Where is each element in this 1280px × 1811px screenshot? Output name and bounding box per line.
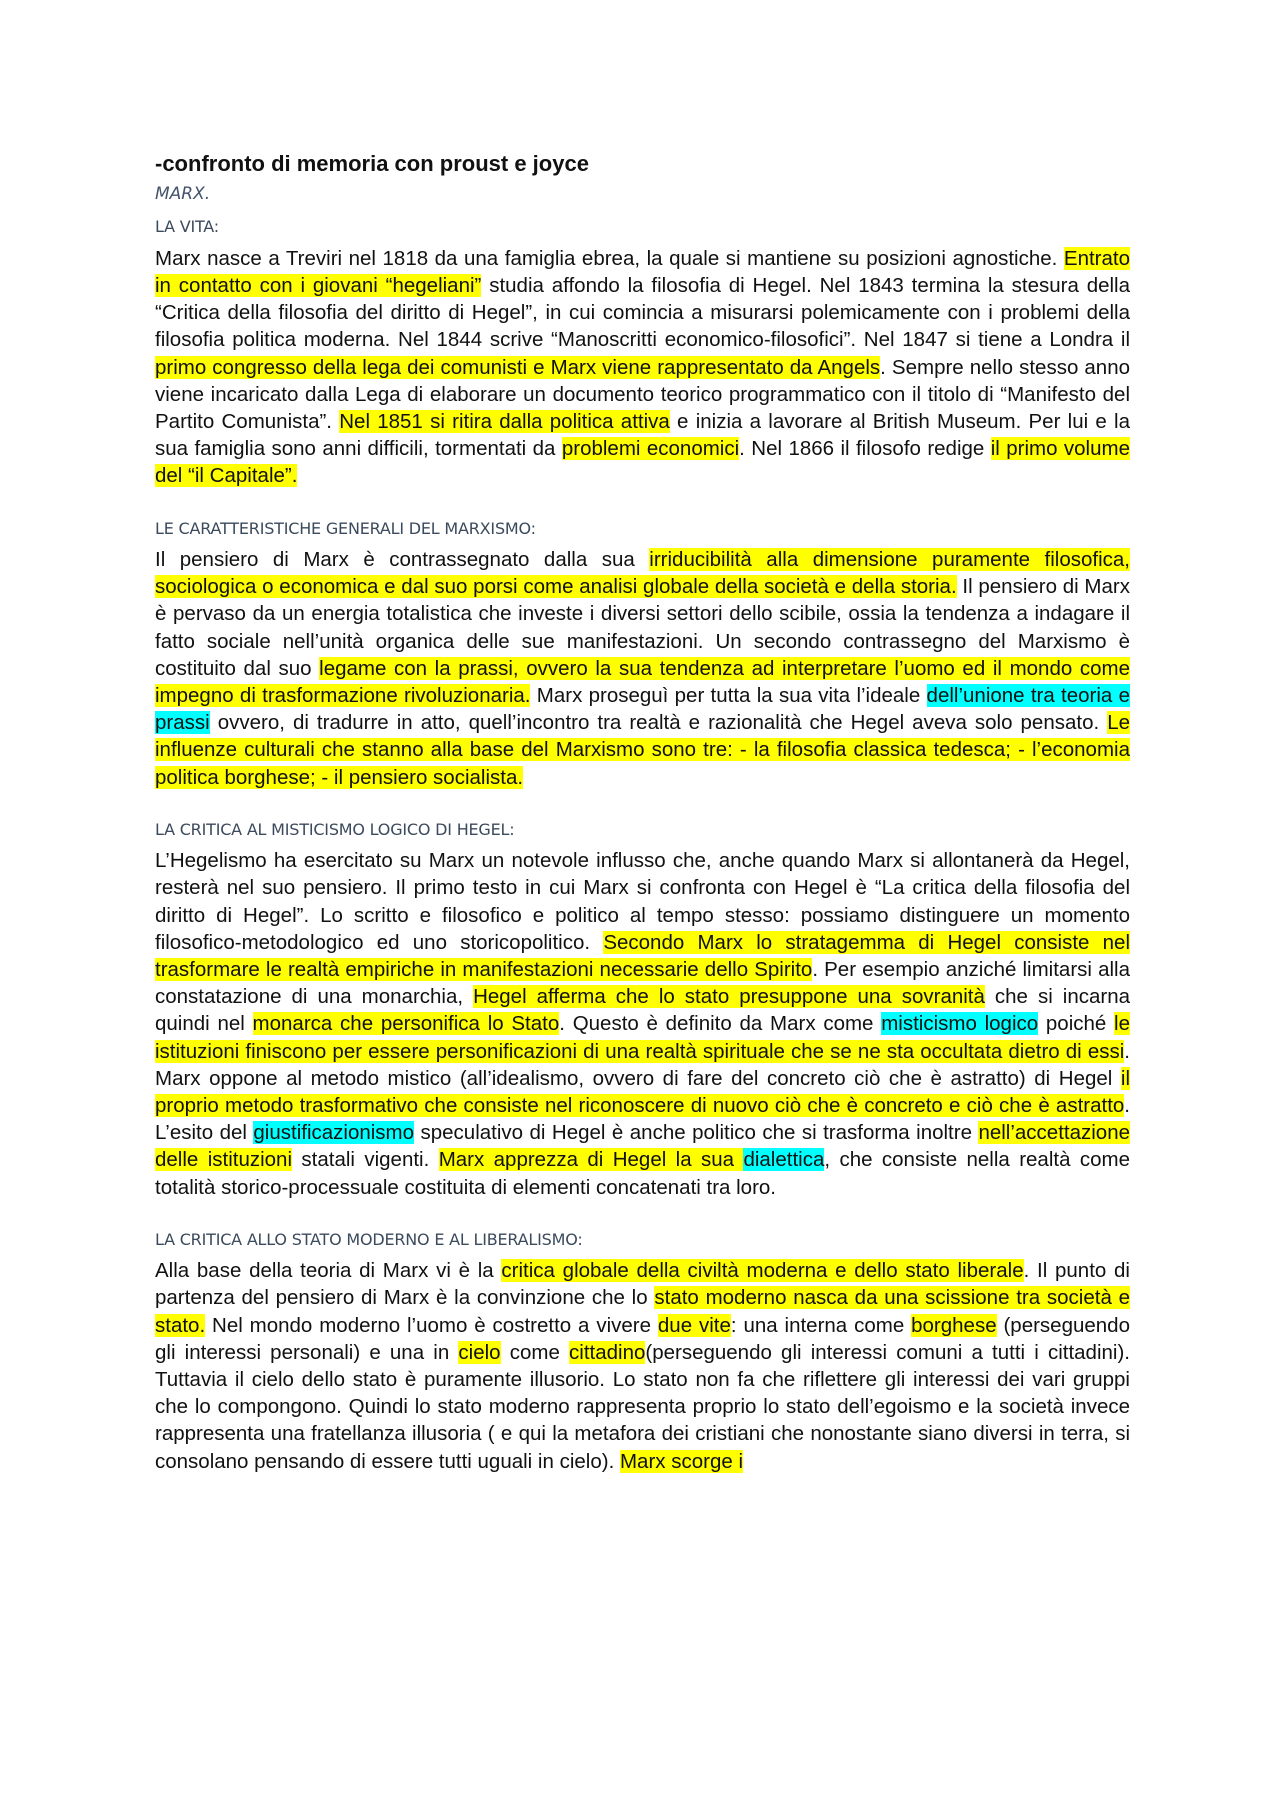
yellow-highlight: Marx apprezza di Hegel la sua — [438, 1148, 744, 1172]
yellow-highlight: Marx scorge i — [619, 1449, 743, 1473]
text-run: . Sempre nello stesso anno viene incaricato dalla Lega di elaborare un documento teorico programmatico con il titolo di “Manifesto del Partito Comunista”. — [155, 355, 1130, 433]
yellow-highlight: due vite — [657, 1313, 731, 1337]
yellow-highlight: cittadino — [569, 1340, 646, 1364]
yellow-highlight: monarca che personifica lo Stato — [252, 1012, 560, 1036]
text-run: e inizia a lavorare al British Museum. Per lui e la sua famiglia sono anni difficili, tormentati da — [155, 410, 1130, 461]
yellow-highlight: il proprio metodo trasformativo che consiste nel riconoscere di nuovo ciò che è concreto e ciò che è astratto — [155, 1066, 1130, 1118]
section-heading: LA CRITICA ALLO STATO MODERNO E AL LIBERALISMO: — [155, 1229, 583, 1249]
text-run: Nel mondo moderno l’uomo è costretto a vivere — [205, 1313, 658, 1337]
text-run: studia affondo la filosofia di Hegel. Nel 1843 termina la stesura della “Critica della filosofia del diritto di Hegel”, in cui comincia a misurarsi polemicamente con i problemi della filosofia politica moderna. Nel 1844 scrive “Manoscritti economico-filosofici”. Nel 1847 si tiene a Londra il — [155, 273, 1131, 352]
section-heading: LE CARATTERISTICHE GENERALI DEL MARXISMO: — [155, 518, 536, 538]
text-run: L’Hegelismo ha esercitato su Marx un notevole influsso che, anche quando Marx si allontanerà da Hegel, resterà nel suo pensiero. Il primo testo in cui Marx si confronta con Hegel è “La critica della filosofia del diritto di Hegel”. Lo scritto e filosofico e politico al tempo stesso: possiamo distinguere un momento filosofico-metodologico ed uno storicopolitico. — [155, 849, 1130, 954]
section-heading: LA CRITICA AL MISTICISMO LOGICO DI HEGEL: — [155, 819, 515, 839]
section-heading: LA VITA: — [155, 217, 219, 237]
cyan-highlight: dialettica — [743, 1148, 825, 1172]
document-sections — [155, 216, 1130, 1474]
yellow-highlight: borghese — [911, 1313, 997, 1337]
text-run: . Per esempio anziché limitarsi alla constatazione di una monarchia, — [155, 958, 1130, 1009]
yellow-highlight: cielo — [458, 1340, 501, 1364]
text-run: come — [500, 1340, 570, 1364]
yellow-highlight: critica globale della civiltà moderna e dello stato liberale — [501, 1259, 1024, 1283]
text-run: . Questo è definito da Marx come — [559, 1012, 882, 1036]
yellow-highlight: Entrato in contatto con i giovani “hegeliani” — [155, 246, 1130, 297]
text-run: Marx proseguì per tutta la sua vita l’ideale — [530, 684, 927, 708]
text-run: Alla base della teoria di Marx vi è la — [155, 1259, 502, 1283]
yellow-highlight: stato moderno nasca da una scissione tra società e stato. — [155, 1286, 1130, 1337]
text-run: , che consiste nella realtà come totalità storico-processuale costituita di elementi concatenati tra loro. — [155, 1148, 1130, 1199]
yellow-highlight: irriducibilità alla dimensione puramente filosofica, sociologica o economica e dal suo porsi come analisi globale della società e della storia. — [155, 548, 1130, 599]
section-paragraph — [155, 1257, 1130, 1475]
text-run: . L’esito del — [155, 1094, 1130, 1145]
text-run: (perseguendo gli interessi personali) e una in — [155, 1313, 1130, 1364]
yellow-highlight: Secondo Marx lo stratagemma di Hegel consiste nel trasformare le realtà empiriche in manifestazioni necessarie dello Spirito — [155, 930, 1131, 982]
text-run: che si incarna quindi nel — [155, 985, 1130, 1036]
document-subtitle: MARX. — [155, 183, 211, 204]
yellow-highlight: problemi economici — [561, 437, 740, 461]
text-run: speculativo di Hegel è anche politico che si trasforma inoltre — [414, 1121, 979, 1145]
cyan-highlight: misticismo logico — [881, 1012, 1039, 1036]
yellow-highlight: legame con la prassi, ovvero la sua tendenza ad interpretare l’uomo ed il mondo come impegno di trasformazione rivoluzionaria. — [155, 656, 1130, 708]
section-paragraph — [155, 847, 1130, 1201]
cyan-highlight: dell’unione tra teoria e prassi — [155, 684, 1131, 735]
yellow-highlight: Le influenze culturali che stanno alla base del Marxismo sono tre: - la filosofia classica tedesca; - l’economia politica borghese; - il pensiero socialista. — [155, 711, 1130, 789]
yellow-highlight: il primo volume del “il Capitale”. — [155, 437, 1130, 488]
text-run: ovvero, di tradurre in atto, quell’incontro tra realtà e razionalità che Hegel aveva solo pensato. — [209, 711, 1108, 735]
yellow-highlight: Hegel afferma che lo stato presuppone una sovranità — [473, 985, 985, 1009]
text-run: . Marx oppone al metodo mistico (all’idealismo, ovvero di fare del concreto ciò che è astratto) di Hegel — [155, 1039, 1130, 1090]
text-run: (perseguendo gli interessi comuni a tutti i cittadini). Tuttavia il cielo dello stato è puramente illusorio. Lo stato non fa che riflettere gli interessi dei vari gruppi che lo compongono. Quindi lo stato moderno rappresenta proprio lo stato dell’egoismo e la società invece rappresenta una fratellanza illusoria ( e qui la metafora dei cristiani che nonostante siano diversi in terra, si consolano pensando di essere tutti uguali in cielo). — [155, 1340, 1130, 1473]
cyan-highlight: giustificazionismo — [253, 1121, 415, 1145]
text-run: . Il punto di partenza del pensiero di Marx è la convinzione che lo — [155, 1259, 1130, 1310]
document-page — [155, 150, 1130, 1503]
text-run: Il pensiero di Marx è pervaso da un energia totalistica che investe i diversi settori dello scibile, ossia la tendenza a indagare il fatto sociale nell’unità organica delle sue manifestazioni. Un secondo contrassegno del Marxismo è costituito dal suo — [155, 575, 1130, 680]
yellow-highlight: nell’accettazione delle istituzioni — [155, 1121, 1131, 1172]
text-run: poiché — [1038, 1012, 1115, 1036]
section-paragraph — [155, 245, 1130, 490]
text-run: . Nel 1866 il filosofo redige — [739, 437, 991, 461]
text-run: : una interna come — [730, 1313, 912, 1337]
text-run: statali vigenti. — [292, 1148, 439, 1172]
document-title: -confronto di memoria con proust e joyce — [155, 151, 589, 176]
text-run: Il pensiero di Marx è contrassegnato dalla sua — [155, 548, 650, 571]
section-paragraph — [155, 546, 1130, 791]
text-run: Marx nasce a Treviri nel 1818 da una famiglia ebrea, la quale si mantiene su posizioni agnostiche. — [155, 246, 1064, 270]
yellow-highlight: le istituzioni finiscono per essere personificazioni di una realtà spirituale che se ne sta occultata dietro di essi — [155, 1012, 1131, 1063]
yellow-highlight: primo congresso della lega dei comunisti e Marx viene rappresentato da Angels — [155, 355, 881, 379]
yellow-highlight: Nel 1851 si ritira dalla politica attiva — [339, 410, 670, 433]
